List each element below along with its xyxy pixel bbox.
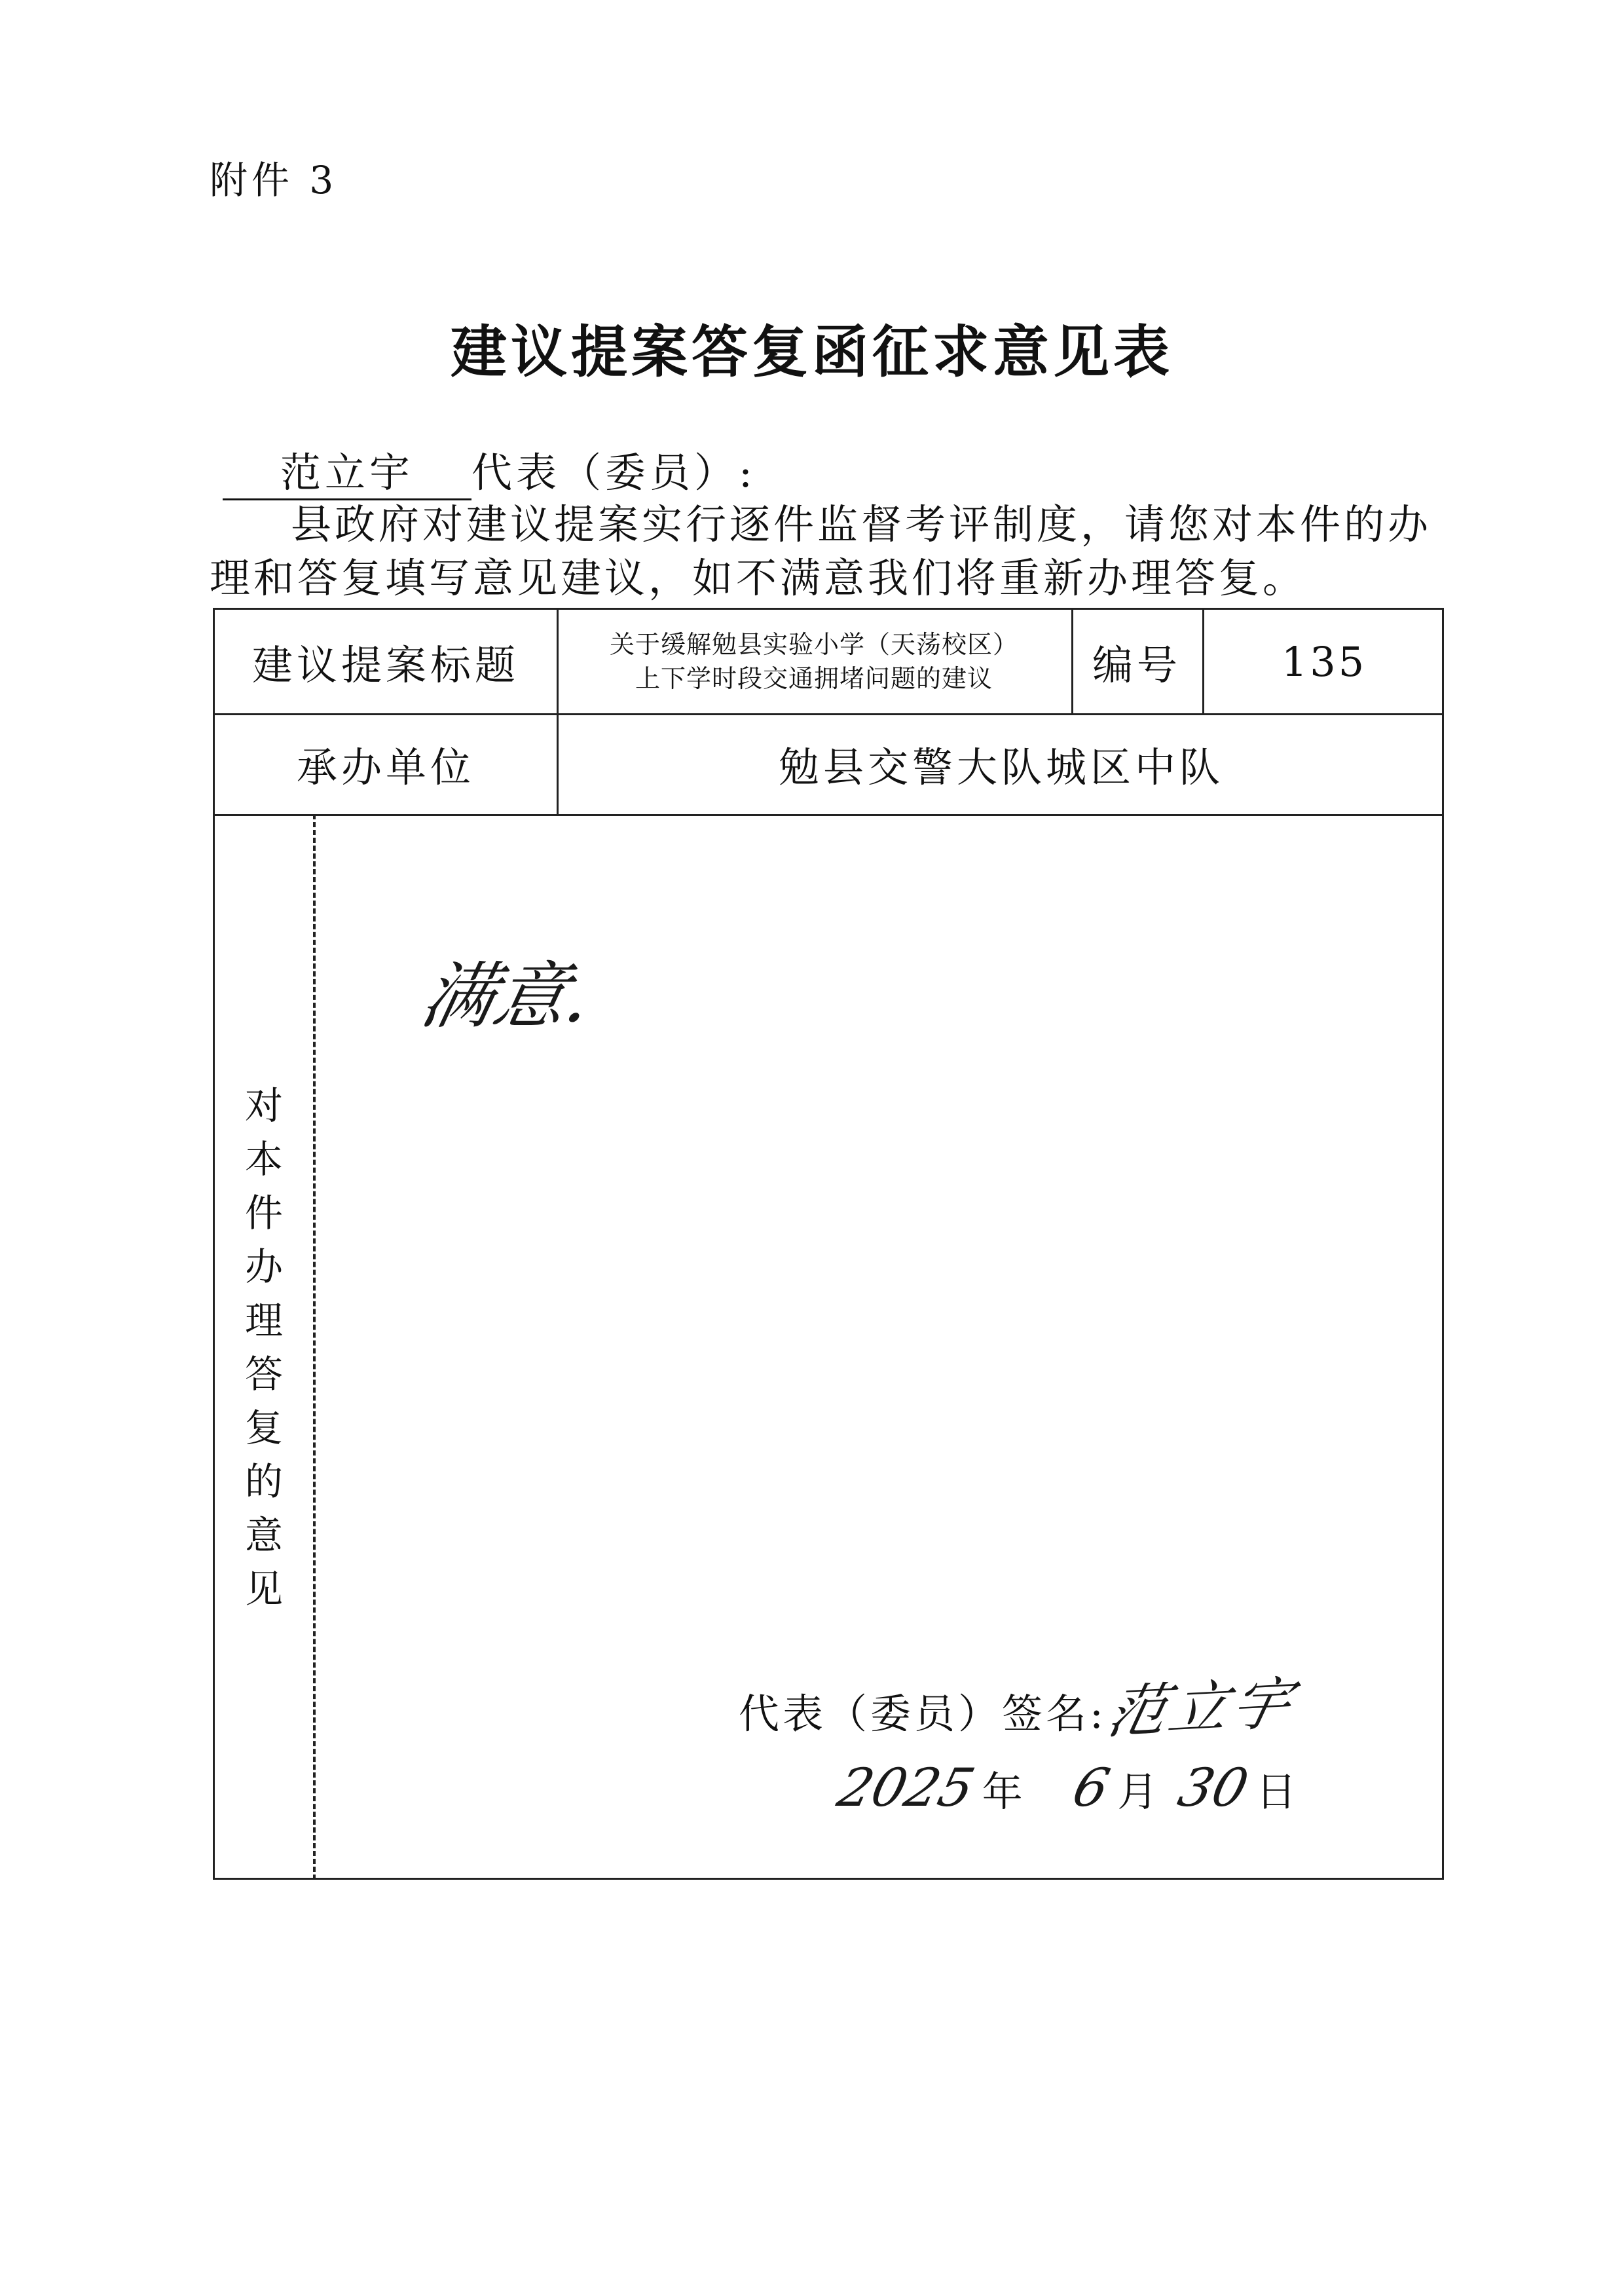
opinion-label-char: 本 xyxy=(244,1136,283,1182)
opinion-label-char: 复 xyxy=(244,1405,283,1450)
date-line xyxy=(830,1757,1297,1818)
proposal-title-line2: 上下学时段交通拥堵问题的建议 xyxy=(635,664,993,693)
intro-paragraph: 县政府对建议提案实行逐件监督考评制度，请您对本件的办理和答复填写意见建议，如不满意我们将重新办理答复。 xyxy=(210,500,1432,602)
attachment-label: 附件 3 xyxy=(210,158,338,202)
number-value: 135 xyxy=(1281,637,1367,686)
opinion-section xyxy=(215,814,1444,1880)
opinion-label-char: 意 xyxy=(244,1512,283,1558)
handling-unit-value: 勉县交警大队城区中队 xyxy=(778,743,1224,791)
handwritten-signature: 范立宇 xyxy=(1101,1669,1301,1747)
salutation xyxy=(223,440,756,500)
date-year-unit: 年 xyxy=(982,1768,1023,1816)
opinion-label-vertical xyxy=(215,814,313,1880)
proposal-title-label: 建议提案标题 xyxy=(251,641,519,689)
signature-label: 代表（委员）签名: xyxy=(739,1690,1107,1738)
proposal-title-line1: 关于缓解勉县实验小学（天荡校区） xyxy=(609,630,1018,659)
opinion-label-char: 对 xyxy=(244,1083,283,1128)
signature-line xyxy=(739,1662,1301,1747)
opinion-label-char: 件 xyxy=(244,1190,283,1235)
handwritten-opinion: 满意. xyxy=(414,954,599,1038)
date-day: 30 xyxy=(1172,1757,1255,1818)
page-title: 建议提案答复函征求意见表 xyxy=(451,320,1173,385)
date-year: 2025 xyxy=(832,1757,981,1818)
opinion-label-char: 见 xyxy=(244,1566,283,1611)
opinion-label-char: 理 xyxy=(244,1297,283,1343)
number-label: 编号 xyxy=(1092,641,1181,689)
proposal-title-value xyxy=(557,610,1071,713)
recipient-name: 范立宇 xyxy=(223,440,471,500)
handling-unit-label: 承办单位 xyxy=(296,743,475,791)
recipient-role: 代表（委员）: xyxy=(471,449,756,496)
opinion-label-char: 答 xyxy=(244,1351,283,1396)
opinion-form xyxy=(213,608,1444,1880)
date-month: 6 xyxy=(1067,1757,1116,1818)
date-month-unit: 月 xyxy=(1117,1768,1158,1816)
date-day-unit: 日 xyxy=(1255,1768,1297,1816)
opinion-label-char: 办 xyxy=(244,1244,283,1289)
opinion-label-char: 的 xyxy=(244,1459,283,1504)
